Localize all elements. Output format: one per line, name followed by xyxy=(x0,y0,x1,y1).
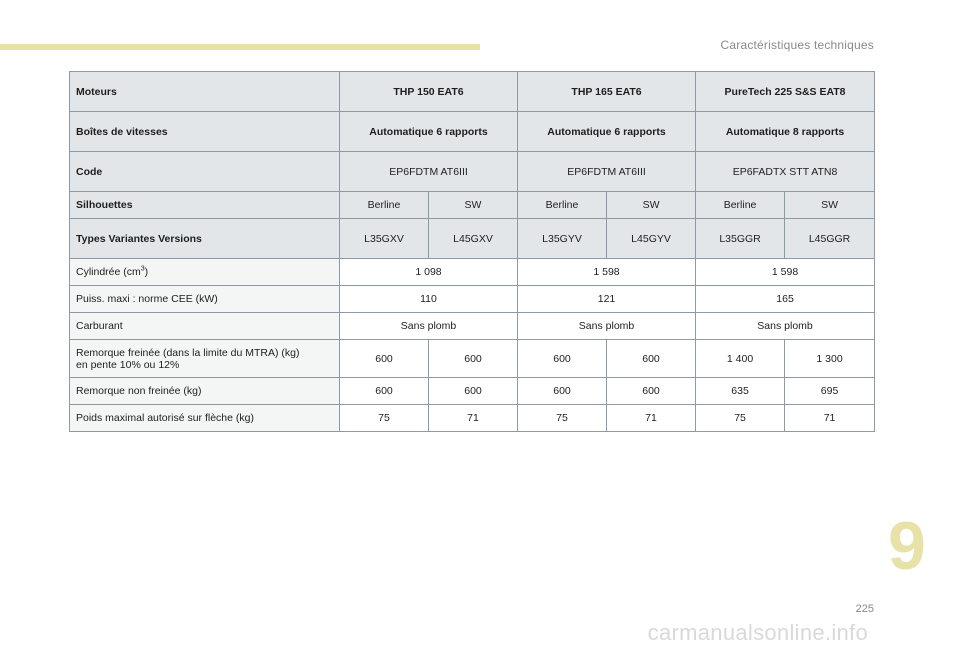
table-row-code xyxy=(70,152,875,192)
cell-version-5: L35GGR xyxy=(696,219,785,259)
row-label-versions: Types Variantes Versions xyxy=(70,219,340,259)
cell-power-1: 110 xyxy=(340,286,518,313)
table-row-displacement xyxy=(70,259,875,286)
cell-code-3: EP6FADTX STT ATN8 xyxy=(696,152,875,192)
cell-nose-weight-2: 71 xyxy=(429,405,518,432)
cell-unbraked-trailer-2: 600 xyxy=(429,378,518,405)
header-accent-bar xyxy=(0,44,480,50)
cell-version-2: L45GXV xyxy=(429,219,518,259)
cell-fuel-2: Sans plomb xyxy=(518,313,696,340)
cell-body-style-6: SW xyxy=(785,192,875,219)
cell-nose-weight-5: 75 xyxy=(696,405,785,432)
row-label-nose-weight: Poids maximal autorisé sur flèche (kg) xyxy=(70,405,340,432)
table-row-versions xyxy=(70,219,875,259)
table-row-nose-weight xyxy=(70,405,875,432)
braked-trailer-label-line2: en pente 10% ou 12% xyxy=(76,358,180,371)
braked-trailer-label-line1: Remorque freinée (dans la limite du MTRA) (kg) xyxy=(76,346,300,359)
table-row-power xyxy=(70,286,875,313)
chapter-number: 9 xyxy=(888,508,926,584)
displacement-label-close: ) xyxy=(144,266,149,278)
row-label-braked-trailer xyxy=(70,340,340,378)
cell-gearbox-3: Automatique 8 rapports xyxy=(696,112,875,152)
table-row-gearboxes xyxy=(70,112,875,152)
cell-fuel-3: Sans plomb xyxy=(696,313,875,340)
cell-braked-trailer-5: 1 400 xyxy=(696,340,785,378)
cell-code-1: EP6FDTM AT6III xyxy=(340,152,518,192)
page-number: 225 xyxy=(855,603,874,615)
cell-nose-weight-6: 71 xyxy=(785,405,875,432)
row-label-body-styles: Silhouettes xyxy=(70,192,340,219)
cell-version-3: L35GYV xyxy=(518,219,607,259)
cell-unbraked-trailer-6: 695 xyxy=(785,378,875,405)
table-row-unbraked-trailer xyxy=(70,378,875,405)
cell-version-6: L45GGR xyxy=(785,219,875,259)
cell-version-4: L45GYV xyxy=(607,219,696,259)
table-row-engines xyxy=(70,72,875,112)
cell-braked-trailer-4: 600 xyxy=(607,340,696,378)
cell-displacement-1: 1 098 xyxy=(340,259,518,286)
table-row-fuel xyxy=(70,313,875,340)
cell-version-1: L35GXV xyxy=(340,219,429,259)
section-title: Caractéristiques techniques xyxy=(720,38,874,52)
cell-braked-trailer-3: 600 xyxy=(518,340,607,378)
cell-power-3: 165 xyxy=(696,286,875,313)
row-label-gearboxes: Boîtes de vitesses xyxy=(70,112,340,152)
cell-braked-trailer-1: 600 xyxy=(340,340,429,378)
row-label-code: Code xyxy=(70,152,340,192)
displacement-label-superscript: 3 xyxy=(140,265,145,273)
cell-unbraked-trailer-4: 600 xyxy=(607,378,696,405)
table-row-body-styles xyxy=(70,192,875,219)
watermark: carmanualsonline.info xyxy=(647,620,868,645)
specifications-table xyxy=(69,71,875,432)
row-label-engines: Moteurs xyxy=(70,72,340,112)
cell-engine-2: THP 165 EAT6 xyxy=(518,72,696,112)
cell-displacement-3: 1 598 xyxy=(696,259,875,286)
cell-unbraked-trailer-1: 600 xyxy=(340,378,429,405)
cell-body-style-5: Berline xyxy=(696,192,785,219)
cell-unbraked-trailer-3: 600 xyxy=(518,378,607,405)
cell-engine-3: PureTech 225 S&S EAT8 xyxy=(696,72,875,112)
cell-unbraked-trailer-5: 635 xyxy=(696,378,785,405)
row-label-power: Puiss. maxi : norme CEE (kW) xyxy=(70,286,340,313)
cell-displacement-2: 1 598 xyxy=(518,259,696,286)
cell-nose-weight-4: 71 xyxy=(607,405,696,432)
cell-body-style-4: SW xyxy=(607,192,696,219)
row-label-fuel: Carburant xyxy=(70,313,340,340)
cell-body-style-3: Berline xyxy=(518,192,607,219)
displacement-label-text: Cylindrée (cm xyxy=(76,266,141,278)
cell-fuel-1: Sans plomb xyxy=(340,313,518,340)
cell-body-style-2: SW xyxy=(429,192,518,219)
table-row-braked-trailer xyxy=(70,340,875,378)
cell-nose-weight-3: 75 xyxy=(518,405,607,432)
cell-code-2: EP6FDTM AT6III xyxy=(518,152,696,192)
cell-gearbox-2: Automatique 6 rapports xyxy=(518,112,696,152)
cell-nose-weight-1: 75 xyxy=(340,405,429,432)
row-label-unbraked-trailer: Remorque non freinée (kg) xyxy=(70,378,340,405)
cell-engine-1: THP 150 EAT6 xyxy=(340,72,518,112)
row-label-displacement xyxy=(70,259,340,286)
cell-body-style-1: Berline xyxy=(340,192,429,219)
cell-braked-trailer-6: 1 300 xyxy=(785,340,875,378)
cell-power-2: 121 xyxy=(518,286,696,313)
cell-gearbox-1: Automatique 6 rapports xyxy=(340,112,518,152)
cell-braked-trailer-2: 600 xyxy=(429,340,518,378)
